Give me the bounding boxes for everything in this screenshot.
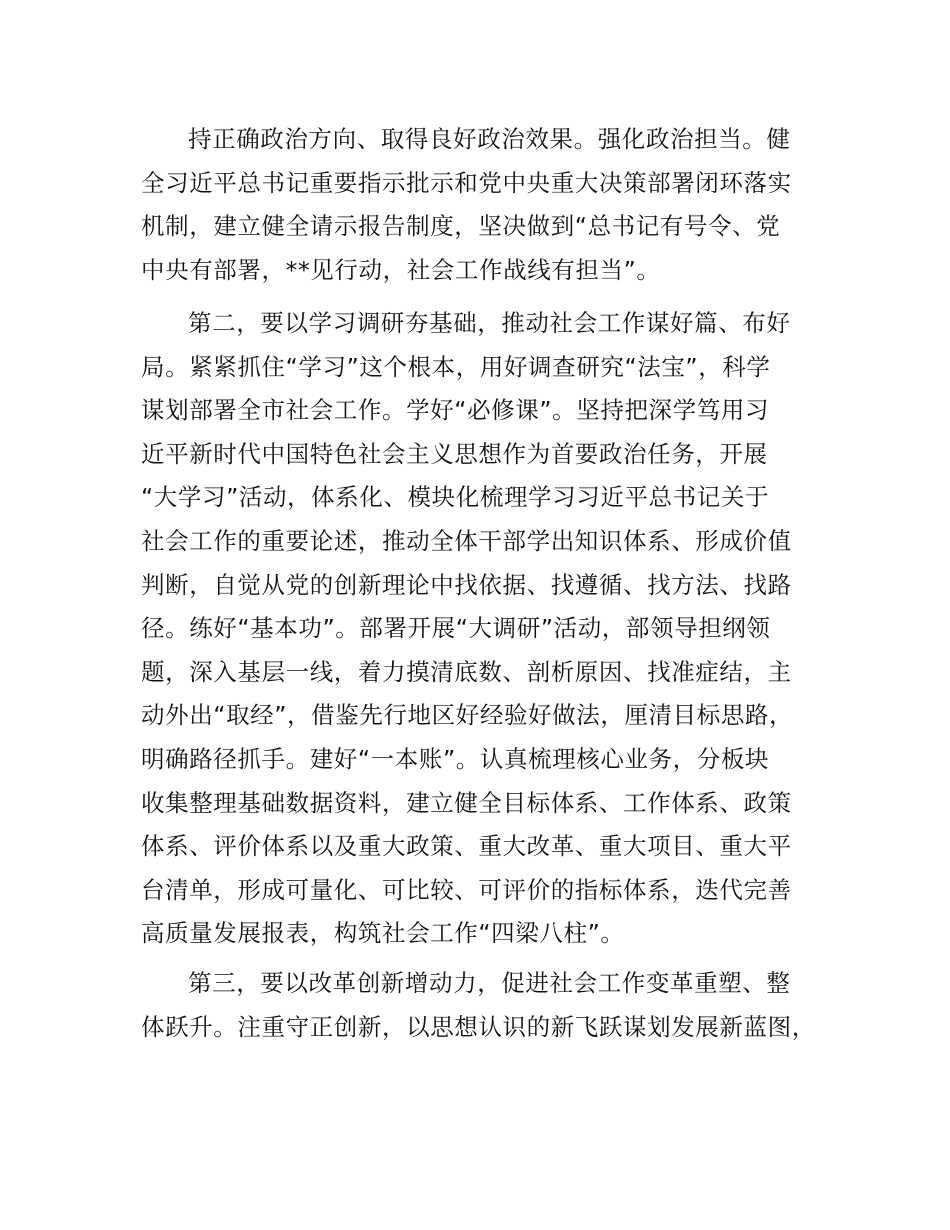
- paragraph-line: 收集整理基础数据资料，建立健全目标体系、工作体系、政策: [141, 788, 792, 817]
- paragraph-line: 中央有部署，**见行动，社会工作战线有担当”。: [141, 255, 661, 284]
- paragraph-line: 体跃升。注重守正创新，以思想认识的新飞跃谋划发展新蓝图，: [141, 1012, 816, 1041]
- paragraph-line: 社会工作的重要论述，推动全体干部学出知识体系、形成价值: [141, 526, 792, 555]
- paragraph-line: 题，深入基层一线，着力摸清底数、剖析原因、找准症结，主: [141, 657, 792, 686]
- paragraph-line: 高质量发展报表，构筑社会工作“四梁八柱”。: [141, 919, 625, 948]
- paragraph-line: 持正确政治方向、取得良好政治效果。强化政治担当。健: [188, 125, 791, 153]
- paragraph-line: 局。紧紧抓住“学习”这个根本，用好调查研究“法宝”，科学: [141, 352, 771, 381]
- paragraph-line: 第二，要以学习调研夯基础，推动社会工作谋好篇、布好: [188, 309, 791, 337]
- paragraph-line: 动外出“取经”，借鉴先行地区好经验好做法，厘清目标思路，: [141, 701, 794, 730]
- paragraph-line: 明确路径抓手。建好“一本账”。认真梳理核心业务，分板块: [141, 744, 770, 773]
- paragraph-line: 径。练好“基本功”。部署开展“大调研”活动，部领导担纲领: [141, 614, 771, 643]
- paragraph-line: 近平新时代中国特色社会主义思想作为首要政治任务，开展: [141, 439, 768, 468]
- paragraph-line: “大学习”活动，体系化、模块化梳理学习习近平总书记关于: [141, 483, 770, 512]
- paragraph-line: 第三，要以改革创新增动力，促进社会工作变革重塑、整: [188, 969, 791, 997]
- paragraph-line: 全习近平总书记重要指示批示和党中央重大决策部署闭环落实: [141, 168, 792, 197]
- paragraph-line: 机制，建立健全请示报告制度，坚决做到“总书记有号令、党: [141, 212, 781, 241]
- paragraph-line: 判断，自觉从党的创新理论中找依据、找遵循、找方法、找路: [141, 570, 792, 599]
- paragraph-1: [141, 118, 841, 292]
- paragraph-3: [141, 962, 841, 1049]
- paragraph-2: [141, 302, 841, 956]
- paragraph-line: 体系、评价体系以及重大政策、重大改革、重大项目、重大平: [141, 832, 792, 861]
- paragraph-line: 台清单，形成可量化、可比较、可评价的指标体系，迭代完善: [141, 875, 792, 904]
- paragraph-line: 谋划部署全市社会工作。学好“必修课”。坚持把深学笃用习: [141, 396, 770, 425]
